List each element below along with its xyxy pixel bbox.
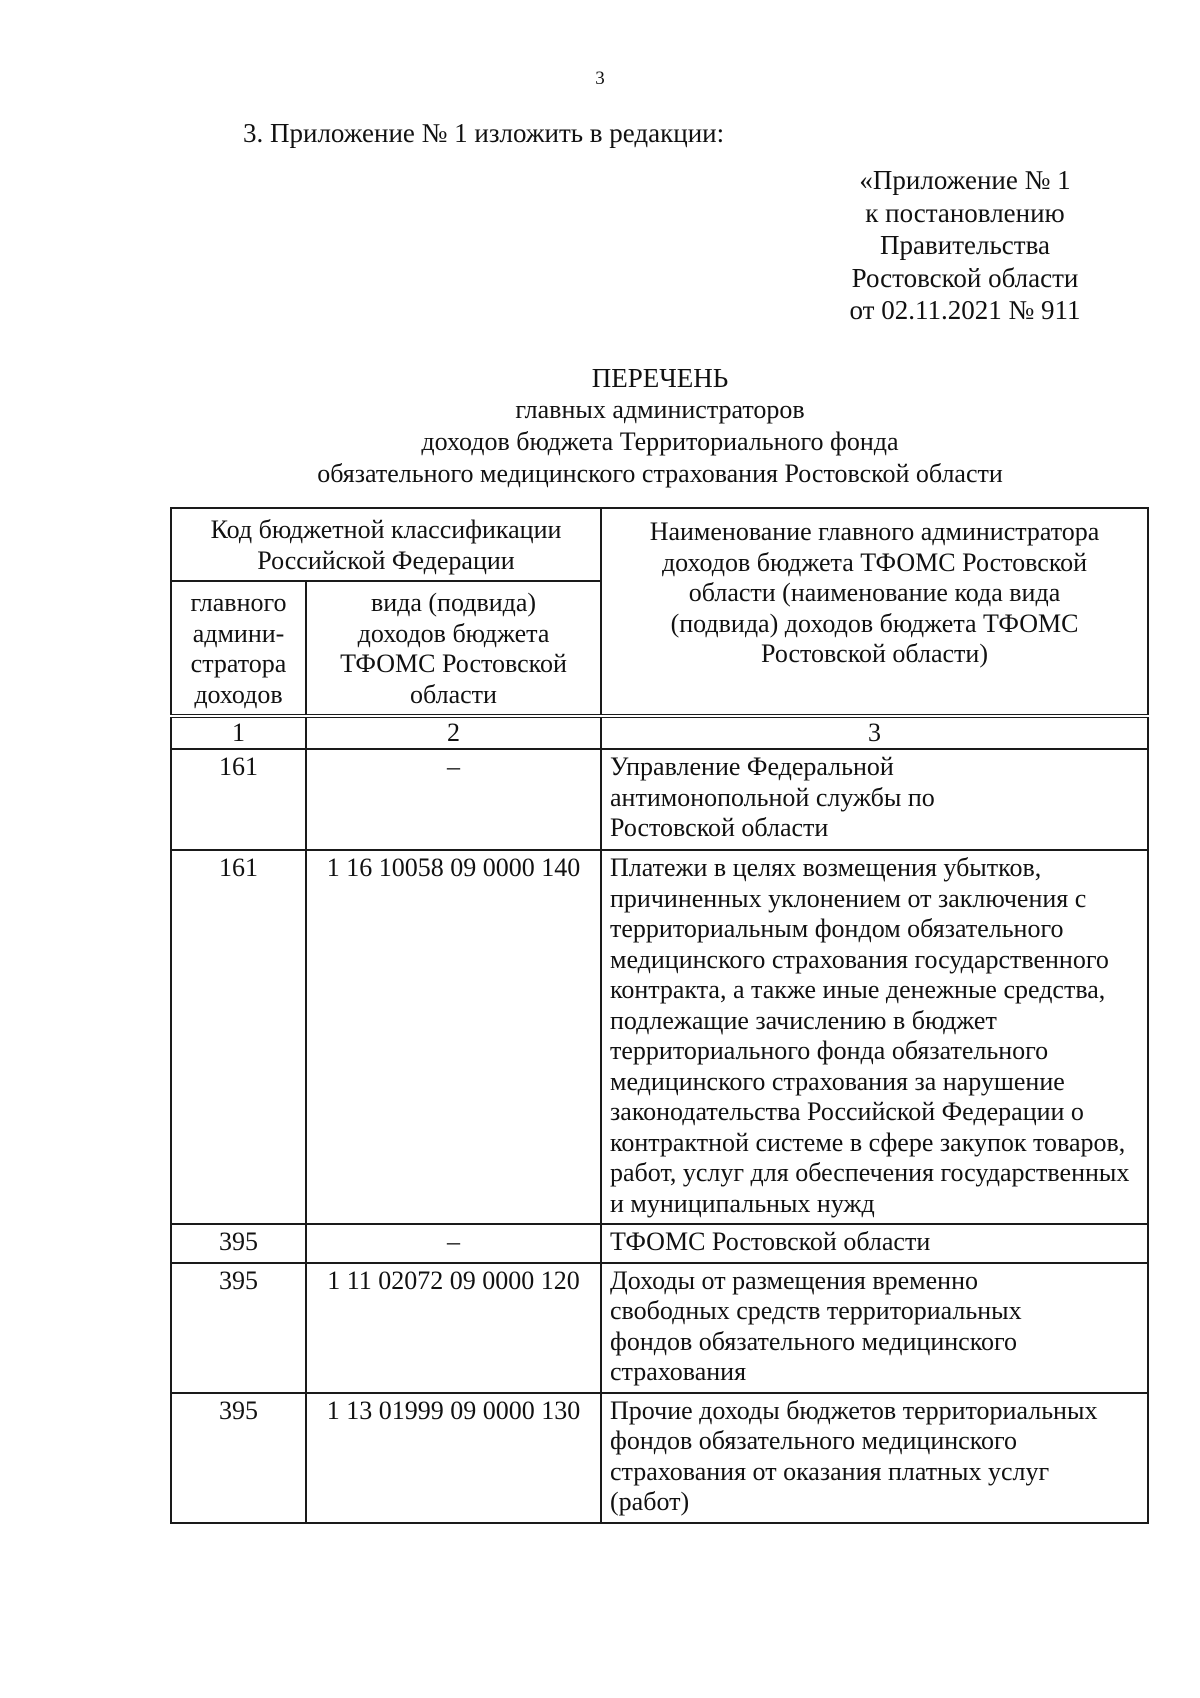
table-row	[171, 1263, 1148, 1393]
column-number: 3	[601, 716, 1148, 749]
title-line: доходов бюджета Территориального фонда	[421, 427, 899, 456]
revenue-administrators-table	[170, 507, 1149, 1524]
title-line: обязательного медицинского страхования Ростовской области	[317, 459, 1003, 488]
table-header-row	[171, 508, 1148, 581]
revenue-code-cell: –	[306, 749, 601, 850]
admin-code-cell: 161	[171, 749, 306, 850]
appendix-reference	[840, 164, 1090, 327]
revenue-name-cell: Доходы от размещения временно свободных средств территориальных фондов обязательного медицинского страхования	[601, 1263, 1148, 1393]
admin-code-cell: 395	[171, 1393, 306, 1523]
table-row	[171, 749, 1148, 850]
header-code-column: вида (подвида) доходов бюджета ТФОМС Ростовской области	[306, 581, 601, 716]
header-admin-column: главного админи-стратора доходов	[171, 581, 306, 716]
column-number: 1	[171, 716, 306, 749]
intro-text: 3. Приложение № 1 изложить в редакции:	[243, 118, 725, 148]
table-row	[171, 850, 1148, 1224]
revenue-name-cell: Платежи в целях возмещения убытков, причиненных уклонением от заключения с территориальным фондом обязательного медицинского страхования государственного контракта, а также иные денежные средства, подлежащие зачислению в бюджет территориального фонда обязательного медицинского страхования за нарушение законодательства Российской Федерации о контрактной системе в сфере закупок товаров, работ, услуг для обеспечения государственных и муниципальных нужд	[601, 850, 1148, 1224]
table-row	[171, 1224, 1148, 1263]
appendix-line: от 02.11.2021 № 911	[849, 295, 1081, 325]
column-numbers-row	[171, 716, 1148, 749]
header-budget-code-group: Код бюджетной классификации Российской Федерации	[171, 508, 601, 581]
page-number: 3	[595, 68, 605, 89]
revenue-code-cell: 1 16 10058 09 0000 140	[306, 850, 601, 1224]
column-number: 2	[306, 716, 601, 749]
admin-code-cell: 395	[171, 1224, 306, 1263]
revenue-code-cell: –	[306, 1224, 601, 1263]
revenue-name-cell: Прочие доходы бюджетов территориальных фондов обязательного медицинского страхования от оказания платных услуг (работ)	[601, 1393, 1148, 1523]
appendix-line: к постановлению	[865, 197, 1065, 228]
admin-code-cell: 161	[171, 850, 306, 1224]
revenue-code-cell: 1 11 02072 09 0000 120	[306, 1263, 601, 1393]
revenue-name-cell: ТФОМС Ростовской области	[601, 1224, 1148, 1263]
table-row	[171, 1393, 1148, 1523]
appendix-line: Правительства	[880, 230, 1050, 260]
appendix-line: «Приложение № 1	[859, 165, 1071, 195]
title-main: ПЕРЕЧЕНЬ	[591, 363, 729, 393]
admin-code-cell: 395	[171, 1263, 306, 1393]
document-title	[160, 362, 1160, 490]
appendix-line: Ростовской области	[851, 262, 1079, 293]
header-name-column: Наименование главного администратора доходов бюджета ТФОМС Ростовской области (наименование кода вида (подвида) доходов бюджета ТФОМС Ростовской области)	[601, 508, 1148, 716]
revenue-name-cell: Управление Федеральной антимонопольной службы по Ростовской области	[601, 749, 1148, 850]
title-line: главных администраторов	[515, 395, 805, 424]
revenue-code-cell: 1 13 01999 09 0000 130	[306, 1393, 601, 1523]
